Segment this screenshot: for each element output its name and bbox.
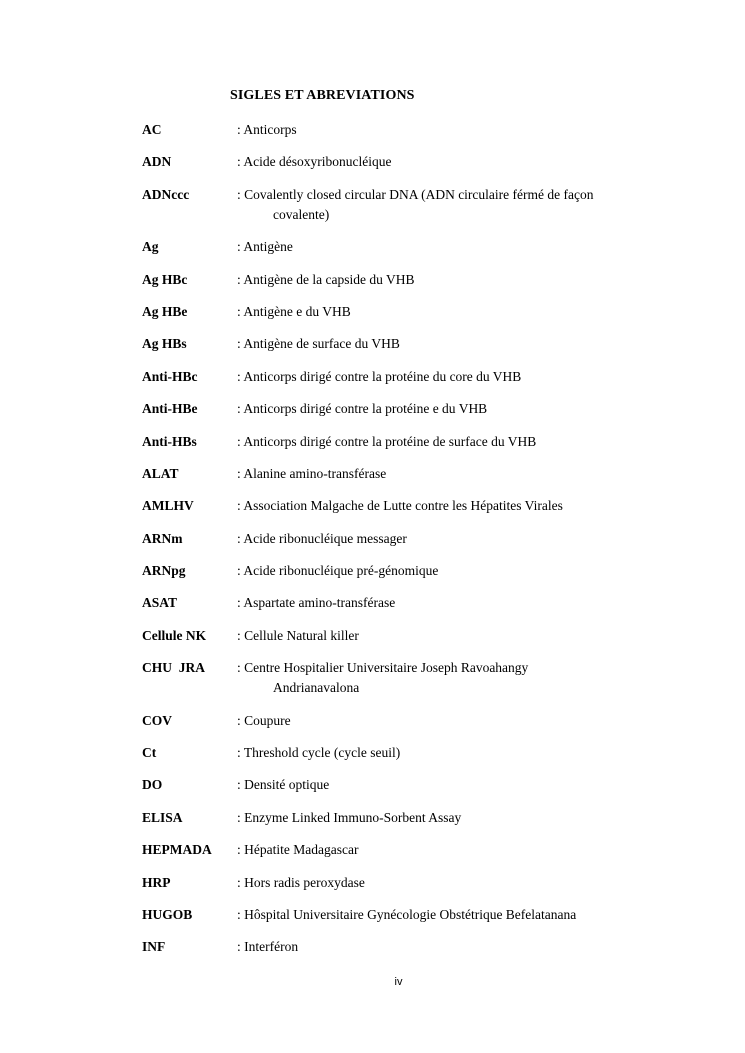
abbreviation: ARNpg (142, 563, 186, 579)
definition: : Threshold cycle (cycle seuil) (237, 745, 401, 761)
page-number: iv (394, 976, 403, 988)
list-item (142, 367, 662, 387)
definition: : Interféron (237, 939, 299, 955)
list-item (142, 743, 662, 763)
abbreviation: Ag HBs (142, 336, 187, 352)
abbreviation: ASAT (142, 595, 178, 611)
definition: : Enzyme Linked Immuno-Sorbent Assay (237, 809, 462, 825)
definition: : Hôspital Universitaire Gynécologie Obstétrique Befelatanana (237, 906, 577, 922)
definition: : Cellule Natural killer (237, 627, 359, 643)
list-item (142, 593, 662, 613)
page-title: SIGLES ET ABREVIATIONS (230, 88, 415, 103)
abbreviation: ADN (142, 154, 172, 170)
definition: : Anticorps dirigé contre la protéine e du VHB (237, 401, 488, 417)
definition: : Association Malgache de Lutte contre les Hépatites Virales (237, 498, 563, 514)
abbreviation: ALAT (142, 465, 179, 481)
list-item (142, 399, 662, 419)
list-item (142, 432, 662, 452)
definition: : Anticorps dirigé contre la protéine de surface du VHB (237, 433, 537, 449)
definition: : Densité optique (237, 777, 330, 793)
definition-continuation: covalente) (273, 206, 330, 222)
definition: : Aspartate amino-transférase (237, 595, 396, 611)
abbreviation-list (142, 120, 662, 970)
list-item (142, 905, 662, 925)
abbreviation: Anti-HBc (142, 368, 198, 384)
list-item (142, 873, 662, 893)
list-item (142, 711, 662, 731)
definition: : Antigène de surface du VHB (237, 336, 400, 352)
definition: : Anticorps (237, 122, 297, 137)
definition: : Alanine amino-transférase (237, 465, 387, 481)
abbreviation: HRP (142, 874, 171, 890)
definition: : Antigène e du VHB (237, 303, 351, 319)
list-item (142, 775, 662, 795)
abbreviation: Anti-HBe (142, 401, 198, 417)
abbreviation: INF (142, 939, 166, 955)
definition-continuation: Andrianavalona (273, 680, 360, 696)
list-item (142, 937, 662, 957)
abbreviation: CHU JRA (142, 660, 205, 676)
list-item (142, 237, 662, 257)
abbreviation: AC (142, 122, 162, 137)
abbreviation: Cellule NK (142, 627, 207, 643)
abbreviation: DO (142, 777, 163, 793)
list-item (142, 840, 662, 860)
definition: : Acide ribonucléique messager (237, 530, 407, 546)
list-item (142, 152, 662, 172)
abbreviation: HUGOB (142, 906, 193, 922)
list-item (142, 185, 662, 225)
abbreviation: Ct (142, 745, 157, 761)
abbreviation: Ag HBc (142, 271, 188, 287)
list-item (142, 626, 662, 646)
abbreviation: Ag (142, 239, 159, 255)
definition: : Acide désoxyribonucléique (237, 154, 392, 170)
definition: : Centre Hospitalier Universitaire Joseph Ravoahangy Andrianavalona (237, 658, 662, 698)
definition: : Hors radis peroxydase (237, 874, 365, 890)
list-item (142, 120, 662, 140)
definition: : Covalently closed circular DNA (ADN circulaire férmé de façon covalente) (237, 185, 662, 225)
list-item (142, 808, 662, 828)
list-item (142, 529, 662, 549)
definition: : Anticorps dirigé contre la protéine du core du VHB (237, 368, 522, 384)
abbreviation: ARNm (142, 530, 183, 546)
abbreviation: AMLHV (142, 498, 194, 514)
abbreviation: ADNccc (142, 186, 190, 202)
list-item (142, 334, 662, 354)
abbreviation: COV (142, 712, 172, 728)
list-item (142, 302, 662, 322)
definition: : Antigène de la capside du VHB (237, 271, 415, 287)
definition: : Antigène (237, 239, 293, 255)
list-item (142, 658, 662, 698)
abbreviation: Anti-HBs (142, 433, 197, 449)
abbreviation: Ag HBe (142, 303, 188, 319)
list-item (142, 270, 662, 290)
list-item (142, 464, 662, 484)
list-item (142, 561, 662, 581)
definition: : Hépatite Madagascar (237, 842, 359, 858)
abbreviation: ELISA (142, 809, 183, 825)
list-item (142, 496, 662, 516)
definition: : Coupure (237, 712, 291, 728)
abbreviation: HEPMADA (142, 842, 212, 858)
definition: : Acide ribonucléique pré-génomique (237, 563, 439, 579)
